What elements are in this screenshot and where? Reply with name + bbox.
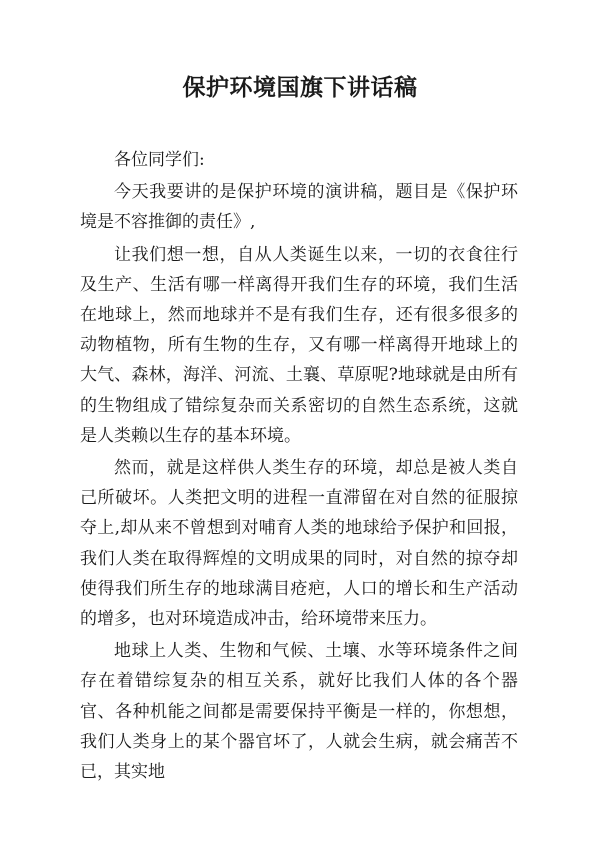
document-title: 保护环境国旗下讲话稿 [182,74,418,101]
paragraph-topic: 今天我要讲的是保护环境的演讲稿，题目是《保护环境是不容推御的责任》, [80,182,518,233]
paragraph-salutation: 各位同学们: [114,150,205,170]
paragraph-balance: 地球上人类、生物和气候、土壤、水等环境条件之间存在着错综复杂的相互关系，就好比我们人体的各个器官、各种机能之间都是需要保持平衡是一样的，你想想，我们人类身上的某个器官坏了，人就会生病，就会痛苦不已，其实地 [80,641,518,783]
paragraph-environment: 让我们想一想，自从人类诞生以来，一切的衣食往行及生产、生活有哪一样离得开我们生存的环境，我们生活在地球上，然而地球并不是有我们生存，还有很多很多的动物植物，所有生物的生存，又有哪一样离得开地球上的大气、森林，海洋、河流、土襄、草原呢?地球就是由所有的生物组成了错综复杂而关系密切的自然生态系统，这就是人类赖以生存的基本环境。 [80,244,518,446]
paragraph-destruction: 然而，就是这样供人类生存的环境，却总是被人类自己所破坏。人类把文明的进程一直滞留在对自然的征服掠夺上,却从来不曾想到对哺育人类的地球给予保护和回报，我们人类在取得辉煌的文明成果的同时，对自然的掠夺却使得我们所生存的地球满目疮疤，人口的增长和生产活动的增多，也对环境造成冲击，给环境带来压力。 [80,458,518,630]
document-body [80,145,518,787]
